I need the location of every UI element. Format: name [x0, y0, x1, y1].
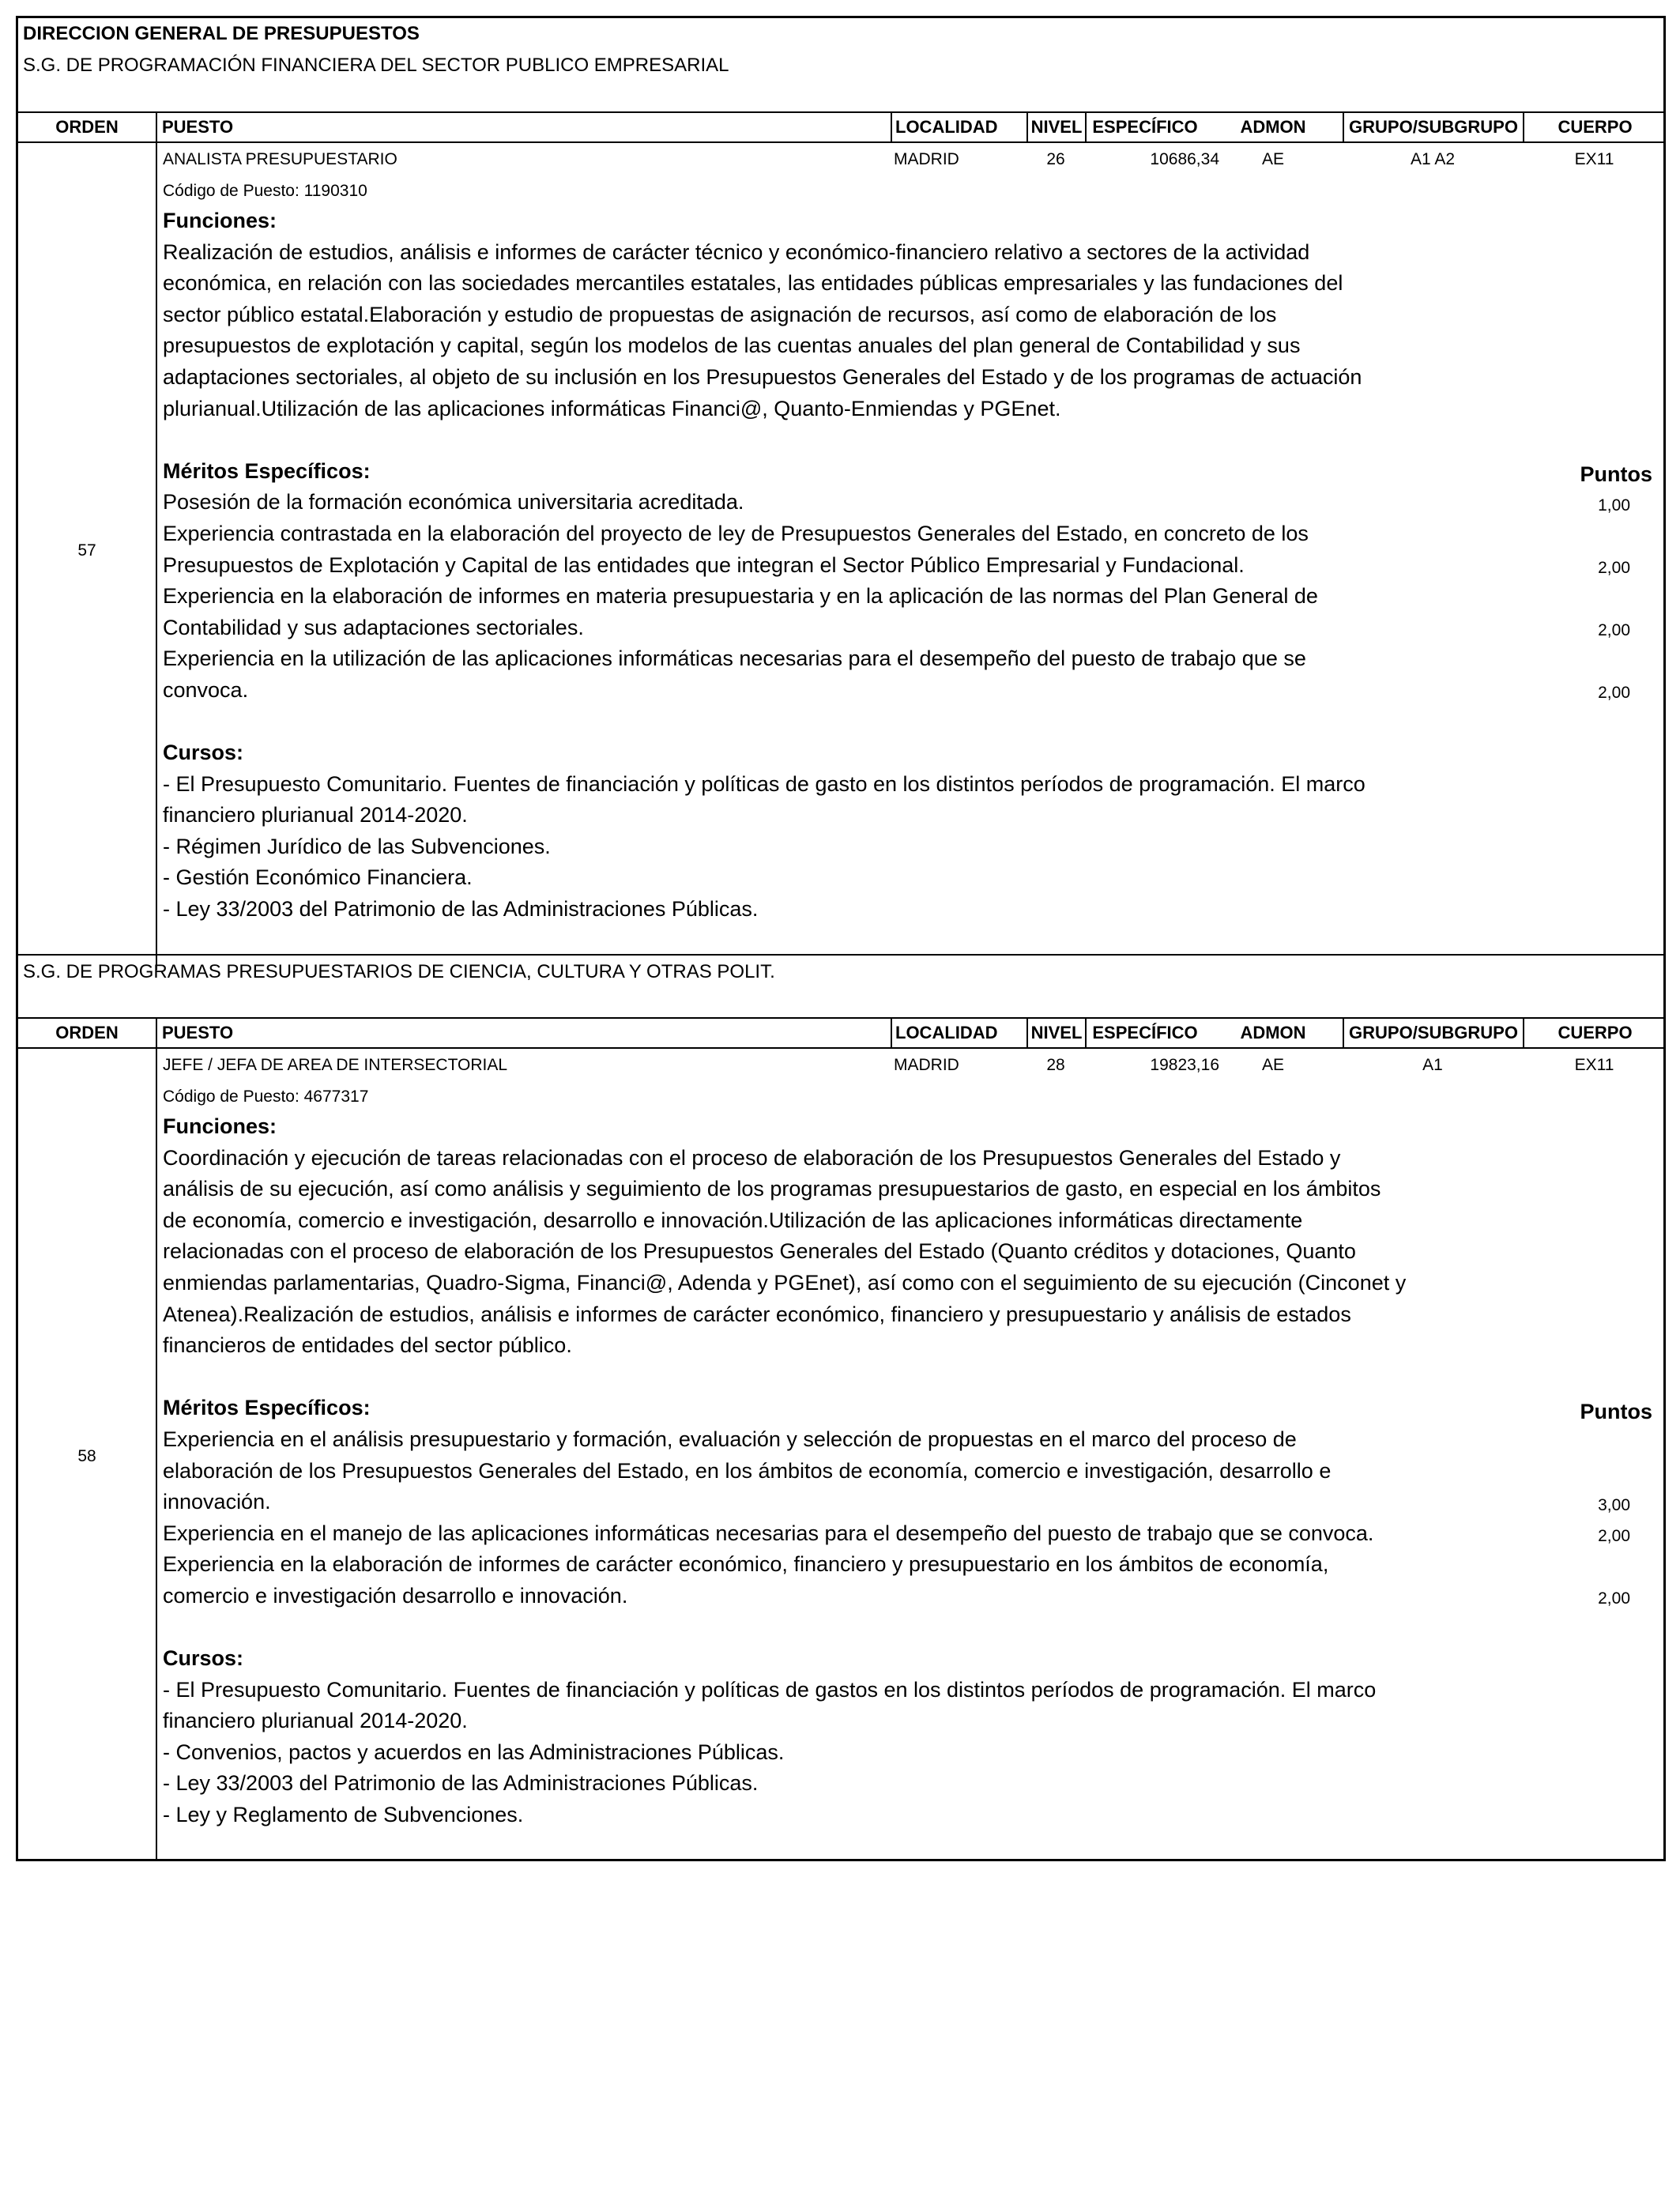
nivel: 28	[1046, 1056, 1065, 1074]
funciones-line: Coordinación y ejecución de tareas relacionadas con el proceso de elaboración de los Presupuestos Generales del Estado y	[163, 1145, 1341, 1170]
merito-line: innovación.	[163, 1490, 271, 1514]
merito-puntos: 2,00	[1598, 1527, 1630, 1545]
merito-line: convoca.	[163, 677, 249, 702]
funciones-line: financieros de entidades del sector público.	[163, 1333, 572, 1358]
funciones-line: plurianual.Utilización de las aplicaciones informáticas Financi@, Quanto-Enmiendas y PGEnet.	[163, 396, 1061, 420]
curso-line: - El Presupuesto Comunitario. Fuentes de financiación y políticas de gasto en los distintos períodos de programación. El marco	[163, 771, 1365, 796]
puesto-name: JEFE / JEFA DE AREA DE INTERSECTORIAL	[163, 1056, 508, 1074]
cuerpo: EX11	[1574, 1056, 1614, 1074]
curso-line: financiero plurianual 2014-2020.	[163, 1709, 468, 1733]
merito-puntos: 2,00	[1598, 559, 1630, 577]
especifico: 19823,16	[1150, 1056, 1219, 1074]
col-especifico: ESPECÍFICO	[1085, 113, 1203, 141]
col-orden: ORDEN	[55, 117, 119, 137]
curso-line: - Gestión Económico Financiera.	[163, 865, 473, 890]
puesto-name: ANALISTA PRESUPUESTARIO	[163, 150, 397, 168]
curso-line: - Convenios, pactos y acuerdos en las Administraciones Públicas.	[163, 1740, 785, 1764]
col-admon: ADMON	[1240, 1023, 1306, 1042]
localidad: MADRID	[894, 150, 959, 168]
column-divider	[156, 1019, 157, 1861]
merito-line: Experiencia en el análisis presupuestario y formación, evaluación y selección de propuestas en el marco del proceso de	[163, 1427, 1297, 1451]
col-cuerpo: CUERPO	[1523, 113, 1666, 141]
col-puesto: PUESTO	[156, 113, 906, 141]
document-table	[16, 16, 1666, 1861]
funciones-line: Atenea).Realización de estudios, análisis e informes de carácter económico, financiero y presupuestario y análisis de estados	[163, 1302, 1351, 1326]
col-grupo: GRUPO/SUBGRUPO	[1343, 113, 1523, 141]
col-nivel: NIVEL	[1026, 113, 1085, 141]
funciones-line: de economía, comercio e investigación, desarrollo e innovación.Utilización de las aplicaciones informáticas directamente	[163, 1208, 1303, 1232]
direccion-title: DIRECCION GENERAL DE PRESUPUESTOS	[23, 23, 420, 44]
curso-line: - Ley 33/2003 del Patrimonio de las Administraciones Públicas.	[163, 897, 759, 922]
subdireccion-title-1: S.G. DE PROGRAMACIÓN FINANCIERA DEL SECTOR PUBLICO EMPRESARIAL	[23, 55, 729, 76]
merito-puntos: 2,00	[1598, 621, 1630, 639]
merito-puntos: 2,00	[1598, 1589, 1630, 1608]
col-especifico: ESPECÍFICO	[1085, 1019, 1203, 1047]
admon: AE	[1261, 150, 1284, 168]
merito-line: Experiencia en la elaboración de informes en materia presupuestaria y en la aplicación de las normas del Plan General de	[163, 584, 1318, 609]
col-grupo: GRUPO/SUBGRUPO	[1343, 1019, 1523, 1047]
localidad: MADRID	[894, 1056, 959, 1074]
cursos-label: Cursos:	[163, 1646, 244, 1671]
orden-number: 58	[77, 1447, 96, 1465]
funciones-line: presupuestos de explotación y capital, según los modelos de las cuentas anuales del plan general de Contabilidad y sus	[163, 334, 1301, 358]
curso-line: - Ley 33/2003 del Patrimonio de las Administraciones Públicas.	[163, 1771, 759, 1796]
divider	[18, 1047, 1663, 1049]
curso-line: financiero plurianual 2014-2020.	[163, 803, 468, 827]
puntos-label: Puntos	[1580, 462, 1652, 486]
curso-line: - Régimen Jurídico de las Subvenciones.	[163, 834, 551, 858]
merito-line: Experiencia en la elaboración de informes de carácter económico, financiero y presupuestario en los ámbitos de economía,	[163, 1552, 1329, 1577]
grupo: A1	[1422, 1056, 1443, 1074]
col-puesto: PUESTO	[156, 1019, 906, 1047]
funciones-line: análisis de su ejecución, así como análisis y seguimiento de los programas presupuestarios de gasto, en especial en los ámbitos	[163, 1177, 1381, 1201]
grupo: A1 A2	[1410, 150, 1456, 168]
merito-line: Experiencia contrastada en la elaboración del proyecto de ley de Presupuestos Generales del Estado, en concreto de los	[163, 521, 1309, 545]
col-localidad: LOCALIDAD	[891, 1019, 1026, 1047]
codigo-puesto: Código de Puesto: 1190310	[163, 182, 367, 200]
merito-puntos: 2,00	[1598, 684, 1630, 702]
divider	[18, 141, 1663, 143]
especifico: 10686,34	[1150, 150, 1219, 168]
column-header-row-1	[18, 113, 1663, 141]
funciones-line: económica, en relación con las sociedades mercantiles estatales, las entidades públicas empresariales y las fundaciones del	[163, 271, 1343, 296]
col-cuerpo: CUERPO	[1523, 1019, 1666, 1047]
merito-line: comercio e investigación desarrollo e innovación.	[163, 1583, 628, 1608]
merito-line: Experiencia en la utilización de las aplicaciones informáticas necesarias para el desempeño del puesto de trabajo que se	[163, 647, 1306, 671]
curso-line: - Ley y Reglamento de Subvenciones.	[163, 1803, 524, 1827]
merito-line: Contabilidad y sus adaptaciones sectoriales.	[163, 615, 584, 639]
cursos-label: Cursos:	[163, 741, 244, 765]
merito-line: Presupuestos de Explotación y Capital de las entidades que integran el Sector Público Empresarial y Fundacional.	[163, 552, 1245, 577]
col-orden: ORDEN	[55, 1023, 119, 1042]
orden-number: 57	[77, 541, 96, 560]
column-header-row-2	[18, 1019, 1663, 1047]
admon: AE	[1261, 1056, 1284, 1074]
funciones-line: sector público estatal.Elaboración y estudio de propuestas de asignación de recursos, así como de elaboración de los	[163, 302, 1277, 326]
funciones-label: Funciones:	[163, 1114, 277, 1138]
meritos-label: Méritos Específicos:	[163, 1396, 371, 1420]
col-localidad: LOCALIDAD	[891, 113, 1026, 141]
funciones-line: Realización de estudios, análisis e informes de carácter técnico y económico-financiero relativo a sectores de la actividad	[163, 239, 1310, 264]
divider	[18, 954, 1663, 956]
subdireccion-title-2: S.G. DE PROGRAMAS PRESUPUESTARIOS DE CIENCIA, CULTURA Y OTRAS POLIT.	[23, 961, 775, 982]
merito-line: Experiencia en el manejo de las aplicaciones informáticas necesarias para el desempeño del puesto de trabajo que se convoca.	[163, 1521, 1374, 1545]
funciones-line: relacionadas con el proceso de elaboración de los Presupuestos Generales del Estado (Quanto créditos y dotaciones, Quanto	[163, 1239, 1356, 1264]
codigo-puesto: Código de Puesto: 4677317	[163, 1088, 369, 1106]
funciones-line: adaptaciones sectoriales, al objeto de su inclusión en los Presupuestos Generales del Estado y de los programas de actuación	[163, 364, 1362, 389]
cuerpo: EX11	[1574, 150, 1614, 168]
merito-puntos: 3,00	[1598, 1496, 1630, 1514]
merito-line: elaboración de los Presupuestos Generales del Estado, en los ámbitos de economía, comercio e investigación, desarrollo e	[163, 1458, 1332, 1483]
column-divider	[156, 113, 157, 970]
meritos-label: Méritos Específicos:	[163, 458, 371, 483]
funciones-block	[163, 1111, 1427, 1831]
col-admon: ADMON	[1240, 117, 1306, 137]
nivel: 26	[1046, 150, 1065, 168]
funciones-label: Funciones:	[163, 209, 277, 232]
merito-line: Posesión de la formación económica universitaria acreditada.	[163, 490, 744, 515]
funciones-line: enmiendas parlamentarias, Quadro-Sigma, Financi@, Adenda y PGEnet), así como con el seguimiento de su ejecución (Cinconet y	[163, 1270, 1407, 1295]
curso-line: - El Presupuesto Comunitario. Fuentes de financiación y políticas de gastos en los distintos períodos de programación. El marco	[163, 1677, 1377, 1702]
puntos-label: Puntos	[1580, 1400, 1652, 1423]
col-nivel: NIVEL	[1026, 1019, 1085, 1047]
funciones-block	[163, 205, 1427, 925]
merito-puntos: 1,00	[1598, 496, 1630, 515]
